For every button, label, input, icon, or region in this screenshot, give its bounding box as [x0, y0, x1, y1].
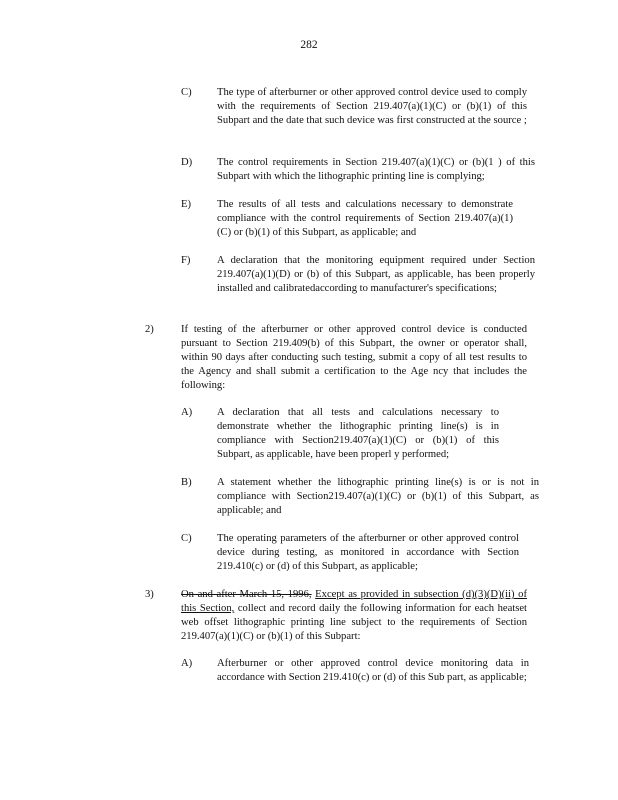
- subitem-label: A): [181, 658, 193, 669]
- subitem-label: B): [181, 477, 192, 488]
- item-label: 3): [145, 589, 154, 600]
- item-text: [181, 588, 527, 644]
- subitem-text: The type of afterburner or other approved control device used to comply with the requirements of Section 219.407(a)(1)(C) or (b)(1) of this Subpart and the date that such device was first constructed at the source ;: [217, 87, 527, 126]
- item-text: If testing of the afterburner or other approved control device is conducted pursuant to Section 219.409(b) of this Subpart, the owner or operator shall, within 90 days after conducting such testing, submit a copy of all test results to the Agency and shall submit a certification to the Age ncy that includes the following:: [181, 324, 527, 391]
- subitem-text: A statement whether the lithographic printing line(s) is or is not in compliance with Section219.407(a)(1)(C) or (b)(1) of this Subpart, as applicable; and: [217, 477, 539, 516]
- subitem-label: D): [181, 157, 193, 168]
- subitem-text: Afterburner or other approved control device monitoring data in accordance with Section 219.410(c) or (d) of this Sub part, as applicable;: [217, 658, 529, 683]
- subitem-label: C): [181, 87, 192, 98]
- item-text-rest: collect and record daily the following information for each heatset web offset lithographic printing line subject to the requirements of Section 219.407(a)(1)(C) or (b)(1) of this Subpart:: [181, 603, 527, 642]
- subitem-text: A declaration that the monitoring equipment required under Section 219.407(a)(1)(D) or (b) of this Subpart, as applicable, has been properly installed and calibratedaccording to manufacturer's specifications;: [217, 255, 535, 294]
- subitem-text: A declaration that all tests and calculations necessary to demonstrate whether the lithographic printing line(s) is in compliance with Section219.407(a)(1)(C) or (b)(1) of this Subpart, as applicable, have been properl y performed;: [217, 407, 499, 460]
- subitem-label: A): [181, 407, 193, 418]
- subitem-text: The results of all tests and calculations necessary to demonstrate compliance with the control requirements of Section 219.407(a)(1)(C) or (b)(1) of this Subpart, as applicable; and: [217, 199, 513, 238]
- item-label: 2): [145, 324, 154, 335]
- subitem-label: E): [181, 199, 191, 210]
- page-number: 282: [300, 39, 318, 51]
- struck-text: On and after March 15, 1996,: [181, 589, 312, 600]
- subitem-label: F): [181, 255, 191, 266]
- subitem-text: The operating parameters of the afterburner or other approved control device during testing, as monitored in accordance with Section 219.410(c) or (d) of this Subpart, as applicable;: [217, 533, 519, 572]
- inserted-text: Except as provided in subsection (d)(3)(D)(ii) of this Section,: [181, 589, 527, 614]
- subitem-label: C): [181, 533, 192, 544]
- subitem-text: The control requirements in Section 219.407(a)(1)(C) or (b)(1 ) of this Subpart with which the lithographic printing line is complying;: [217, 157, 535, 182]
